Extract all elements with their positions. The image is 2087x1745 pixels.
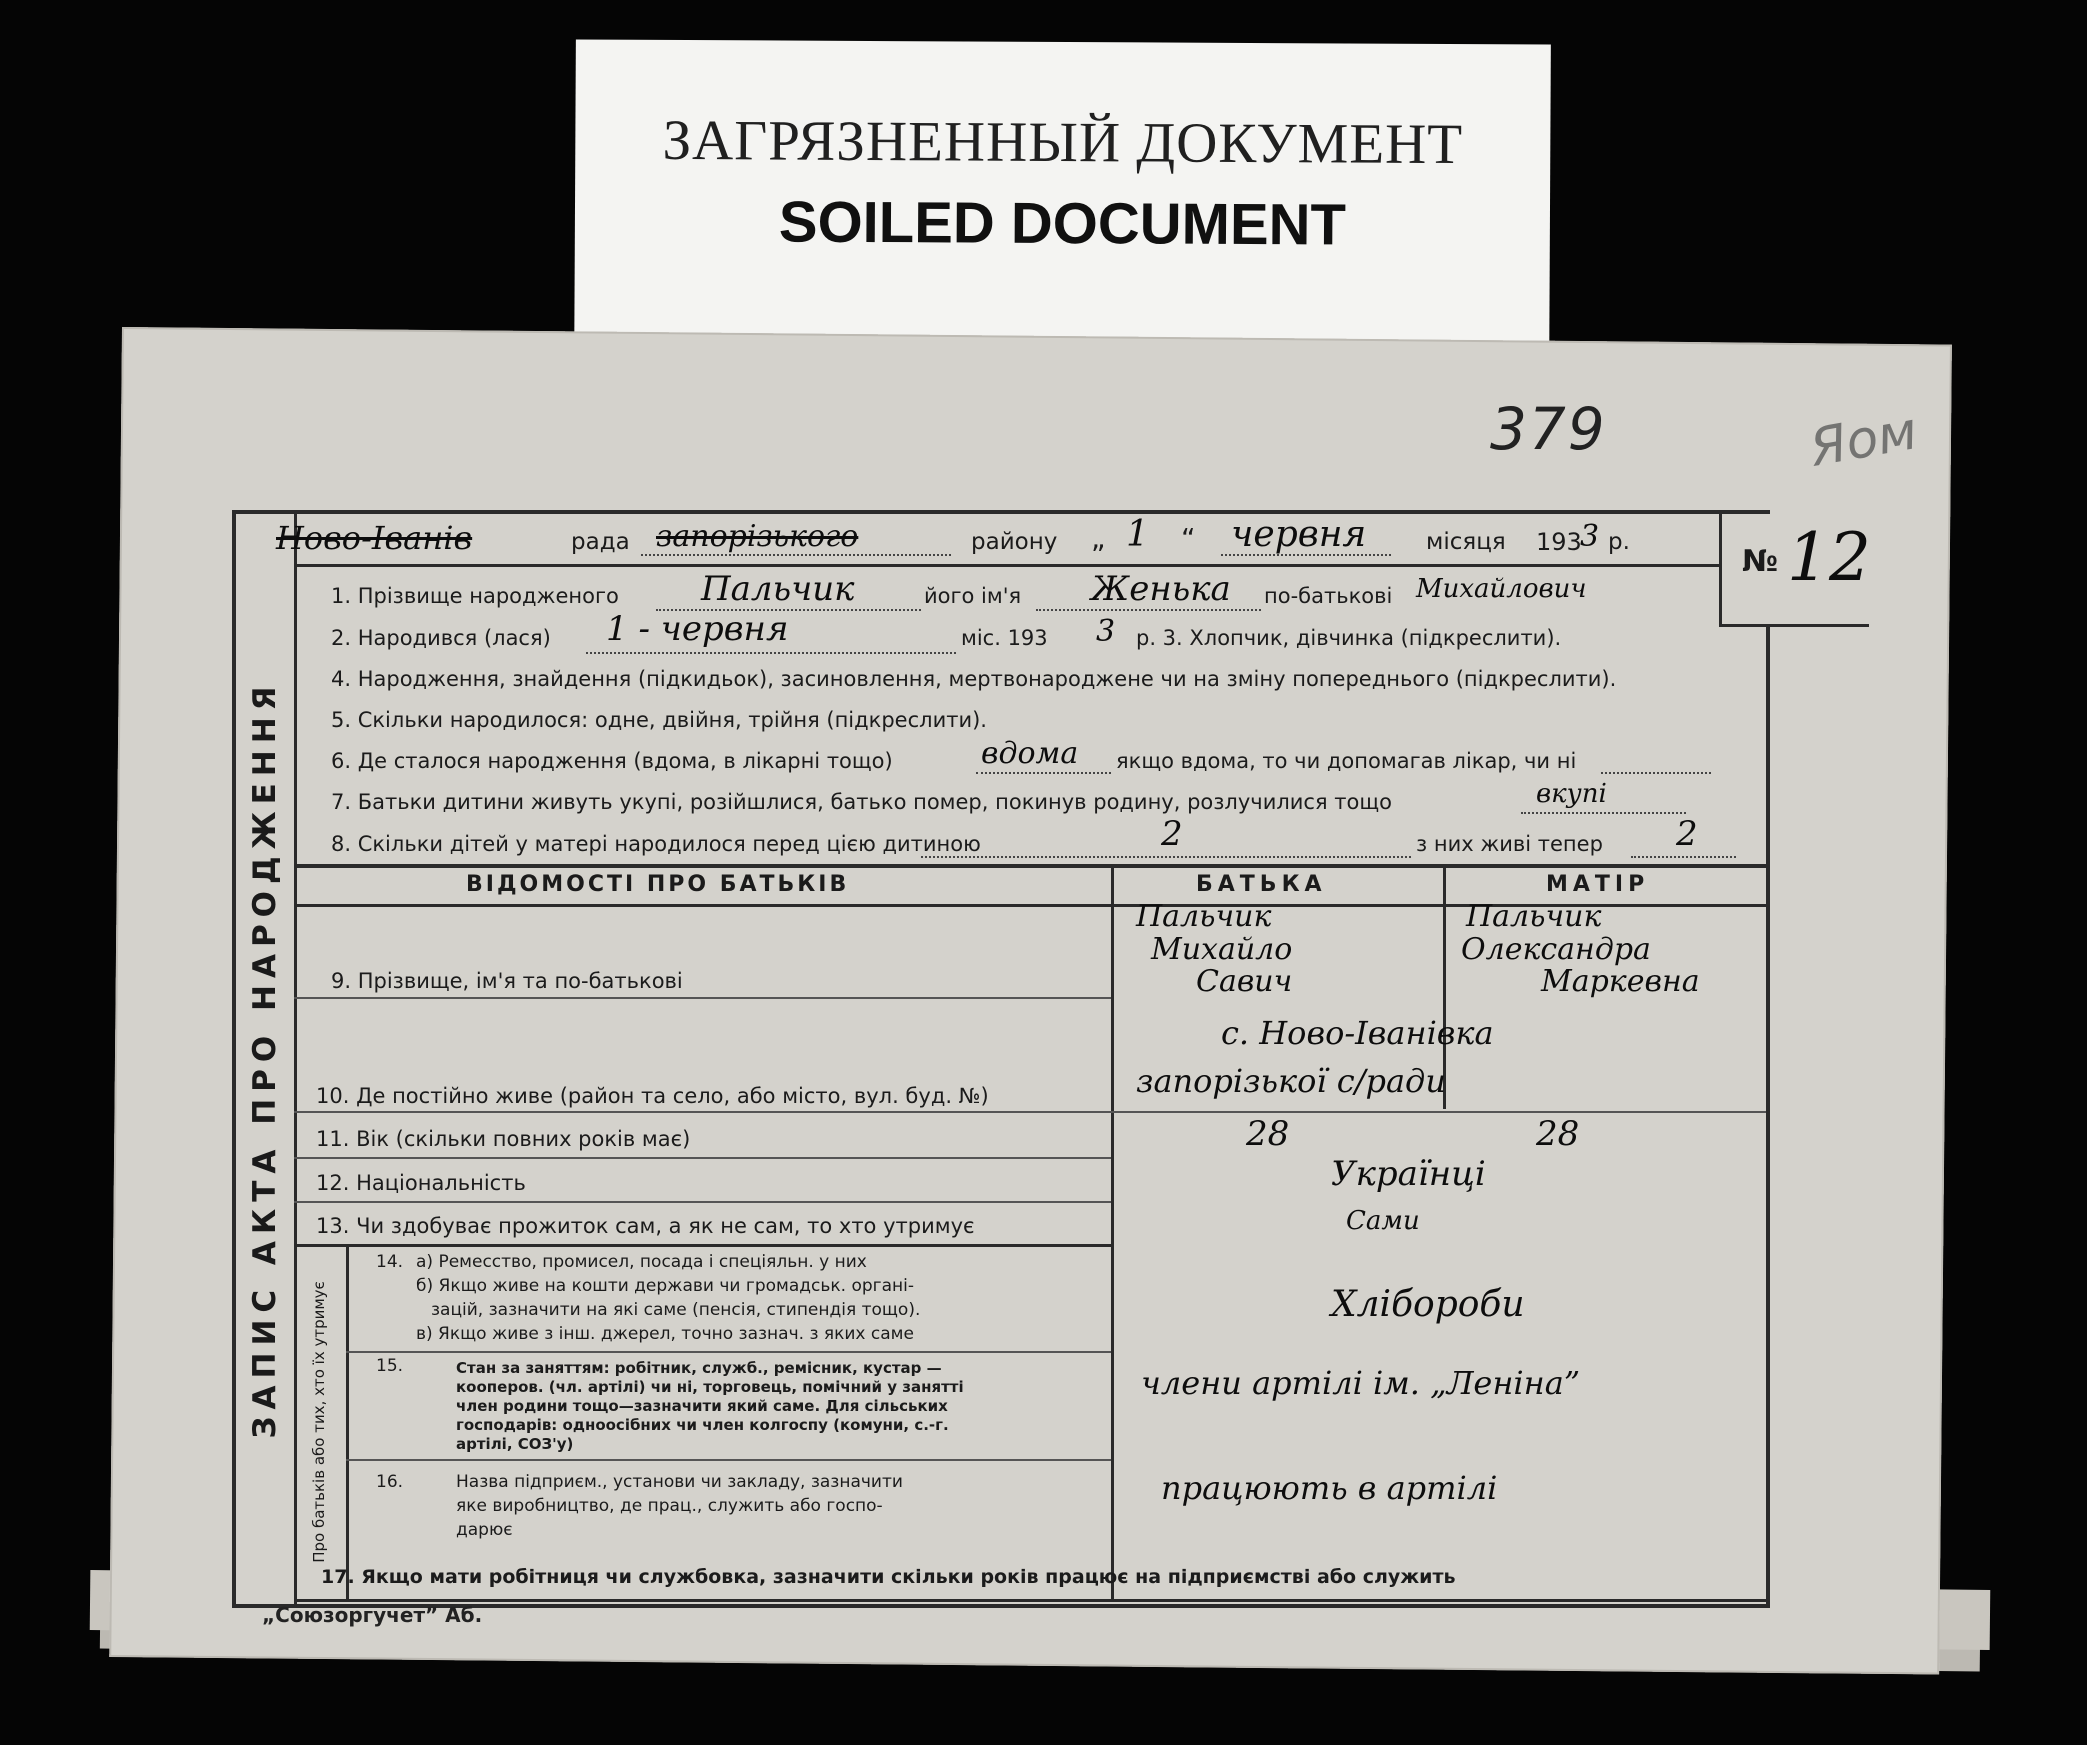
row-12-label: 12. Національність xyxy=(316,1171,526,1195)
side-note: Про батьків або тих, хто їх утримує xyxy=(310,1280,328,1563)
hw-child-surname: Пальчик xyxy=(701,569,855,609)
side-title-column xyxy=(236,514,297,1604)
row-1-label: 1. Прізвище народженого xyxy=(331,584,619,608)
record-number-box xyxy=(1719,514,1869,627)
hw-birth-year: 3 xyxy=(1096,614,1116,649)
hw-birth-place: вдома xyxy=(981,736,1079,771)
archive-number: 379 xyxy=(1490,395,1607,463)
hw-father-age: 28 xyxy=(1246,1114,1290,1154)
hw-day: 1 xyxy=(1126,514,1149,555)
row-16-l2: яке виробництво, де прац., служить або госпо- xyxy=(456,1496,883,1516)
hw-nationality: Українці xyxy=(1331,1154,1486,1194)
hw-child-patronymic: Михайлович xyxy=(1416,574,1587,604)
hw-residence-line2: запорізької с/ради xyxy=(1136,1062,1446,1100)
row-4-label: 4. Народження, знайдення (підкидьок), засиновлення, мертвонароджене чи на зміну попереднього (підкреслити). xyxy=(331,667,1617,691)
row-13-label: 13. Чи здобуває прожиток сам, а як не сам, то хто утримує xyxy=(316,1214,975,1238)
hw-record-number: 12 xyxy=(1787,519,1871,596)
field-line xyxy=(1521,812,1686,814)
hw-birth-date: 1 - червня xyxy=(606,609,789,649)
field-line xyxy=(1631,856,1736,858)
row-8-mid: з них живі тепер xyxy=(1416,832,1603,856)
row-5-label: 5. Скільки народилося: одне, двійня, трійня (підкреслити). xyxy=(331,708,987,732)
row-rule xyxy=(294,1244,1111,1247)
row-7-label: 7. Батьки дитини живуть укупі, розійшлися, батько помер, покинув родину, розлучилися тощо xyxy=(331,790,1392,814)
table-head-mother: МАТІР xyxy=(1546,872,1650,897)
misyatsya-label: місяця xyxy=(1426,529,1506,555)
row-rule xyxy=(294,1157,1111,1159)
year-print: 193 xyxy=(1536,528,1582,556)
quote-close: “ xyxy=(1181,522,1196,555)
hw-employment-status: члени артілі ім. „Леніна” xyxy=(1141,1364,1581,1402)
table-top-rule xyxy=(294,864,1766,868)
row-15-l4: господарів: одноосібних чи член колгоспу (комуни, с.-г. xyxy=(456,1416,949,1434)
row-17-label: 17. Якщо мати робітниця чи службовка, зазначити скільки років працює на підприємстві або служить xyxy=(321,1566,1456,1588)
field-line xyxy=(976,772,1111,774)
row-1-name-label: його ім'я xyxy=(924,584,1022,608)
row-6-label: 6. Де сталося народження (вдома, в лікарні тощо) xyxy=(331,749,893,773)
row-16-l1: Назва підприєм., установи чи закладу, зазначити xyxy=(456,1472,903,1492)
row-15-l2: кооперов. (чл. артілі) чи ні, торговець, помічний у занятті xyxy=(456,1378,964,1396)
hw-children-alive: 2 xyxy=(1676,814,1698,854)
col-divider-1 xyxy=(1111,864,1114,1599)
rayonu-label: району xyxy=(971,529,1058,555)
row-16-num: 16. xyxy=(376,1472,404,1492)
number-sign: № xyxy=(1742,544,1779,579)
footer-imprint: „Союзоргучет” Аб. xyxy=(262,1603,483,1627)
hw-mother-surname: Пальчик xyxy=(1466,899,1602,934)
hw-father-name: Михайло xyxy=(1151,932,1293,967)
hw-village: Ново-Іванів xyxy=(276,519,473,557)
table-head-father: БАТЬКА xyxy=(1196,872,1327,897)
row-14-b2: зацій, зазначити на які саме (пенсія, стипендія тощо). xyxy=(431,1300,921,1320)
row-8-label: 8. Скільки дітей у матері народилося перед цією дитиною xyxy=(331,832,981,856)
header-rule xyxy=(294,564,1719,567)
hw-occupation: Хлібороби xyxy=(1331,1284,1525,1325)
field-line xyxy=(586,652,956,654)
row-9-label: 9. Прізвище, ім'я та по-батькові xyxy=(331,969,683,993)
row-rule xyxy=(294,1111,1766,1113)
hw-year: 3 xyxy=(1580,519,1600,554)
soiled-document-label xyxy=(574,39,1551,374)
side-note-column xyxy=(294,1244,344,1599)
row-6-rest: якщо вдома, то чи допомагав лікар, чи ні xyxy=(1116,749,1577,773)
row-14-v: в) Якщо живе з інш. джерел, точно зазнач. з яких саме xyxy=(416,1324,914,1344)
field-line xyxy=(921,856,1411,858)
row-16-l3: дарює xyxy=(456,1520,513,1540)
row-2-label: 2. Народився (лася) xyxy=(331,626,551,650)
label-english: SOILED DOCUMENT xyxy=(778,189,1347,258)
hw-mother-age: 28 xyxy=(1536,1114,1580,1154)
row-10-label: 10. Де постійно живе (район та село, або місто, вул. буд. №) xyxy=(316,1084,989,1108)
row-15-l3: член родини тощо—зазначити який саме. Для сільських xyxy=(456,1397,948,1415)
hw-children-before: 2 xyxy=(1161,814,1183,854)
side-title: ЗАПИС АКТА ПРО НАРОДЖЕННЯ xyxy=(247,679,283,1439)
hw-parents-status: вкупі xyxy=(1536,779,1607,809)
hw-father-surname: Пальчик xyxy=(1136,899,1272,934)
rada-label: рада xyxy=(571,529,630,555)
hw-month: червня xyxy=(1231,514,1367,555)
row-rule xyxy=(346,1351,1111,1353)
table-head-info: ВІДОМОСТІ ПРО БАТЬКІВ xyxy=(466,872,850,897)
row-1-patr-label: по-батькові xyxy=(1264,584,1393,608)
field-line xyxy=(641,554,951,556)
hw-father-patronymic: Савич xyxy=(1196,964,1293,999)
row-rule xyxy=(346,1459,1111,1461)
hw-mother-patronymic: Маркевна xyxy=(1541,964,1700,999)
row-15-l1: Стан за заняттям: робітник, служб., ремісник, кустар — xyxy=(456,1359,942,1377)
row-rule xyxy=(294,1599,1766,1602)
row-14-a: а) Ремесство, промисел, посада і спеціяльн. у них xyxy=(416,1252,867,1272)
subgroup-divider xyxy=(346,1244,349,1599)
birth-record-form xyxy=(232,510,1871,1608)
quote-open: „ xyxy=(1091,522,1106,555)
faded-stamp-mark: Яом xyxy=(1805,401,1922,479)
row-2-mis: міс. 193 xyxy=(961,626,1048,650)
row-rule xyxy=(294,1201,1111,1203)
r-label: р. xyxy=(1608,529,1630,555)
field-line xyxy=(1036,609,1261,611)
row-11-label: 11. Вік (скільки повних років має) xyxy=(316,1127,691,1151)
hw-workplace: працюють в артілі xyxy=(1161,1469,1498,1507)
row-2-rest: р. 3. Хлопчик, дівчинка (підкреслити). xyxy=(1136,626,1562,650)
hw-child-name: Женька xyxy=(1091,569,1231,609)
label-russian: ЗАГРЯЗНЕННЫЙ ДОКУМЕНТ xyxy=(662,108,1464,177)
field-line xyxy=(1221,554,1391,556)
row-15-l5: артілі, СОЗ'у) xyxy=(456,1435,574,1453)
row-15-num: 15. xyxy=(376,1356,404,1376)
row-rule xyxy=(294,997,1111,999)
field-line xyxy=(1601,772,1711,774)
hw-mother-name: Олександра xyxy=(1461,932,1651,967)
hw-district: запорізького xyxy=(656,519,859,554)
hw-residence-line1: с. Ново-Іванівка xyxy=(1221,1014,1494,1052)
row-14-num: 14. xyxy=(376,1252,404,1272)
hw-livelihood: Сами xyxy=(1346,1206,1420,1236)
row-14-b1: б) Якщо живе на кошти держави чи громадськ. органі- xyxy=(416,1276,914,1296)
